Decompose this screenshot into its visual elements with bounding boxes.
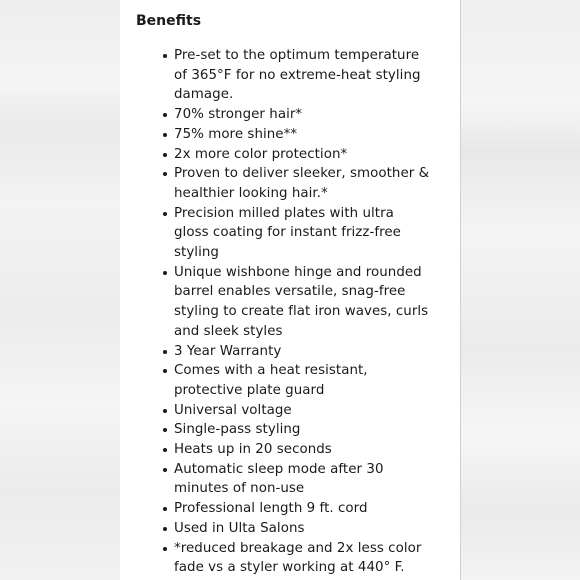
benefit-item: Comes with a heat resistant, protective plate guard bbox=[174, 361, 446, 400]
benefit-item: 70% stronger hair* bbox=[174, 105, 446, 125]
benefit-item: Automatic sleep mode after 30 minutes of non-use bbox=[174, 460, 446, 499]
blurred-background-right bbox=[460, 0, 580, 580]
benefits-heading: Benefits bbox=[136, 13, 202, 29]
benefit-item: *reduced breakage and 2x less color fade vs a styler working at 440° F. bbox=[174, 539, 446, 578]
blurred-background-left bbox=[0, 0, 120, 580]
benefit-item: Proven to deliver sleeker, smoother & healthier looking hair.* bbox=[174, 164, 446, 203]
benefit-item: Used in Ulta Salons bbox=[174, 519, 446, 539]
benefits-panel bbox=[120, 0, 461, 580]
benefit-item: Universal voltage bbox=[174, 401, 446, 421]
benefit-item: Pre-set to the optimum temperature of 365°F for no extreme-heat styling damage. bbox=[174, 46, 446, 105]
benefit-item: Professional length 9 ft. cord bbox=[174, 499, 446, 519]
benefit-item: 75% more shine** bbox=[174, 125, 446, 145]
benefit-item: Single-pass styling bbox=[174, 420, 446, 440]
benefit-item: 3 Year Warranty bbox=[174, 342, 446, 362]
benefit-item: Precision milled plates with ultra gloss coating for instant frizz-free styling bbox=[174, 204, 446, 263]
benefits-list bbox=[174, 46, 446, 578]
benefit-item: 2x more color protection* bbox=[174, 145, 446, 165]
benefit-item: Unique wishbone hinge and rounded barrel enables versatile, snag-free styling to create flat iron waves, curls and sleek styles bbox=[174, 263, 446, 342]
benefit-item: Heats up in 20 seconds bbox=[174, 440, 446, 460]
